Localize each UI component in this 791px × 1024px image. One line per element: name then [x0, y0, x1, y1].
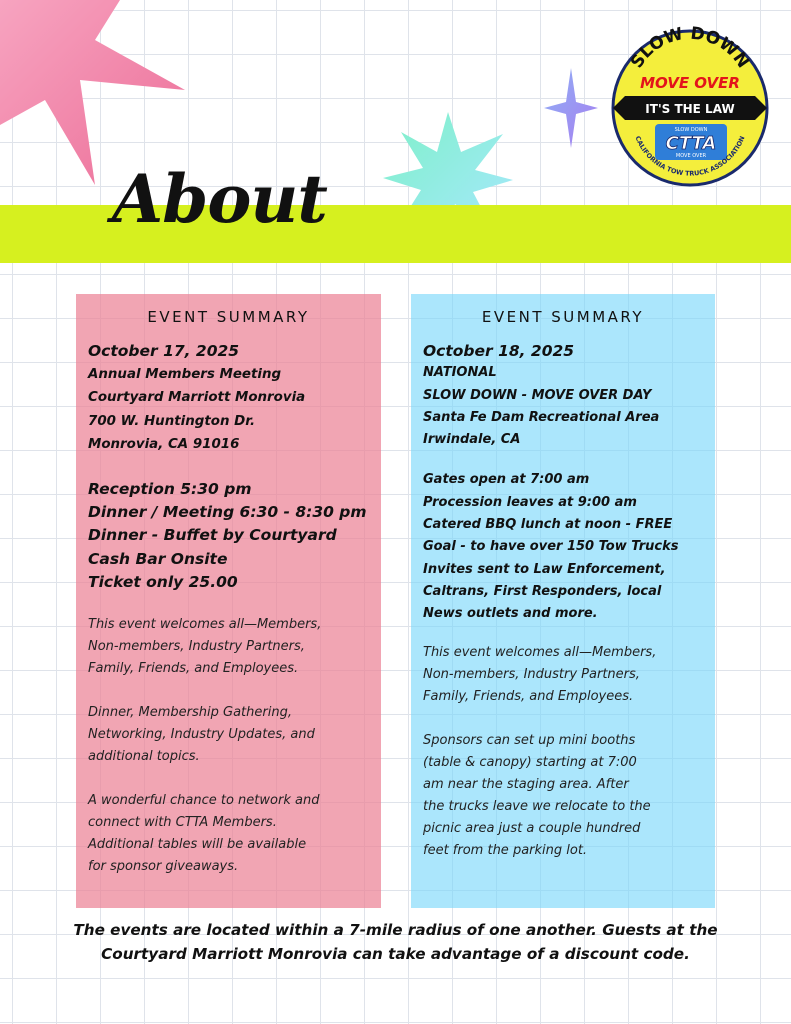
schedule-item: Invites sent to Law Enforcement,: [423, 561, 666, 577]
card-heading: EVENT SUMMARY: [481, 308, 645, 326]
schedule-item: Dinner - Buffet by Courtyard: [88, 526, 337, 545]
event-detail: Annual Members Meeting: [88, 367, 282, 383]
event-detail: SLOW DOWN - MOVE OVER DAY: [423, 387, 652, 403]
event-info: [88, 340, 369, 594]
event-detail: NATIONAL: [423, 365, 497, 381]
event-date: October 18, 2025: [423, 342, 575, 360]
schedule-item: Goal - to have over 150 Tow Trucks: [423, 539, 679, 555]
badge-line3: IT'S THE LAW: [645, 102, 735, 116]
event-date: October 17, 2025: [88, 342, 240, 360]
event-detail: Monrovia, CA 91016: [88, 436, 240, 452]
schedule-item: Gates open at 7:00 am: [423, 472, 590, 488]
schedule-item: Ticket only 25.00: [88, 572, 238, 591]
event-card-october-18: [411, 294, 715, 908]
event-detail: Irwindale, CA: [423, 432, 521, 448]
logo-main: CTTA: [665, 133, 717, 154]
paragraph-sponsors: Sponsors can set up mini booths (table & canopy) starting at 7:00 am near the staging area. After the trucks leave we relocate to the picnic area just a couple hundred feet from the parking lot.: [423, 732, 651, 858]
card-heading: EVENT SUMMARY: [147, 308, 310, 326]
schedule-item: Caltrans, First Responders, local: [423, 583, 662, 599]
badge-line1: SLOW DOWN: [626, 24, 753, 72]
event-detail: Santa Fe Dam Recreational Area: [423, 409, 660, 425]
paragraph-welcome: This event welcomes all—Members, Non-members, Industry Partners, Family, Friends, and Employees.: [423, 644, 657, 704]
slow-down-move-over-badge: [611, 24, 769, 192]
footer-line: Courtyard Marriott Monrovia can take advantage of a discount code.: [101, 945, 690, 963]
footer-line: The events are located within a 7-mile radius of one another. Guests at the: [73, 921, 718, 939]
paragraph-welcome: This event welcomes all—Members, Non-members, Industry Partners, Family, Friends, and Employees.: [88, 617, 322, 677]
event-info: [423, 340, 703, 626]
logo-small-bottom: MOVE OVER: [675, 153, 707, 159]
schedule-item: Reception 5:30 pm: [88, 480, 252, 499]
schedule-item: Catered BBQ lunch at noon - FREE: [423, 517, 673, 533]
event-detail: 700 W. Huntington Dr.: [88, 413, 256, 429]
schedule-item: Dinner / Meeting 6:30 - 8:30 pm: [88, 503, 367, 522]
schedule-item: Cash Bar Onsite: [88, 549, 228, 568]
paragraph-networking: A wonderful chance to network and connect with CTTA Members. Additional tables will be available for sponsor giveaways.: [88, 793, 320, 875]
paragraph-topics: Dinner, Membership Gathering, Networking, Industry Updates, and additional topics.: [88, 705, 315, 765]
badge-line2: MOVE OVER: [640, 74, 740, 92]
schedule-item: Procession leaves at 9:00 am: [423, 494, 637, 510]
event-card-october-17: [76, 294, 381, 908]
logo-small-top: SLOW DOWN: [674, 127, 708, 133]
purple-sparkle-decoration: [544, 68, 598, 148]
badge-association: CALIFORNIA TOW TRUCK ASSOCIATION: [633, 134, 747, 178]
schedule-item: News outlets and more.: [423, 606, 598, 622]
page-title: About: [112, 160, 327, 238]
event-detail: Courtyard Marriott Monrovia: [88, 390, 306, 406]
footer-note: [0, 918, 791, 966]
